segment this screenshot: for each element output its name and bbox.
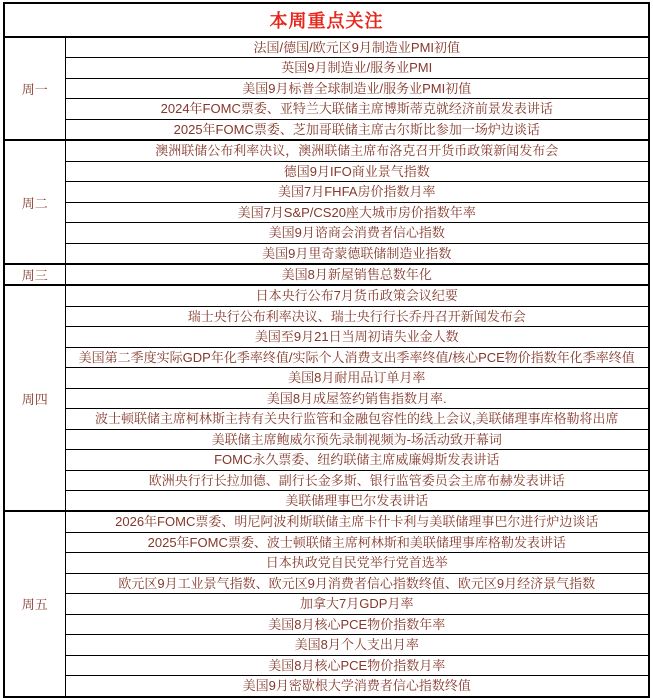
event-cell: 2025年FOMC票委、芝加哥联储主席古尔斯比参加一场炉边谈话 [65,119,649,140]
day-label-friday: 周五 [4,511,65,696]
event-row [4,264,649,285]
day-label-monday: 周一 [4,37,65,140]
event-cell: 欧洲央行行长拉加德、副行长金多斯、银行监管委员会主席布赫发表讲话 [65,470,649,490]
event-cell: 美国9月里奇蒙德联储制造业指数 [65,243,649,264]
event-row [4,594,649,614]
event-row [4,161,649,181]
event-row [4,285,649,306]
event-cell: 美国7月FHFA房价指数月率 [65,182,649,202]
event-row [4,388,649,408]
event-cell: 美国8月核心PCE物价指数年率 [65,614,649,634]
day-label-thursday: 周四 [4,285,65,511]
event-row [4,511,649,532]
event-cell: 德国9月IFO商业景气指数 [65,161,649,181]
event-row [4,553,649,573]
event-cell: 欧元区9月工业景气指数、欧元区9月消费者信心指数终值、欧元区9月经济景气指数 [65,573,649,593]
title-row [4,3,649,37]
event-row [4,676,649,697]
event-row [4,119,649,140]
weekly-focus-table [3,2,650,698]
event-row [4,99,649,119]
event-row [4,450,649,470]
event-cell: 美国至9月21日当周初请失业金人数 [65,327,649,347]
event-cell: 美联储理事巴尔发表讲话 [65,490,649,511]
event-row [4,37,649,58]
event-row [4,368,649,388]
event-row [4,347,649,367]
event-cell: 美国9月谘商会消费者信心指数 [65,223,649,243]
event-row [4,202,649,222]
event-cell: 澳洲联储公布利率决议，澳洲联储主席布洛克召开货币政策新闻发布会 [65,140,649,161]
event-cell: 2026年FOMC票委、明尼阿波利斯联储主席卡什卡利与美联储理事巴尔进行炉边谈话 [65,511,649,532]
event-cell: 法国/德国/欧元区9月制造业PMI初值 [65,37,649,58]
event-row [4,573,649,593]
event-cell: 波士顿联储主席柯林斯主持有关央行监管和金融包容性的线上会议,美联储理事库格勒将出席 [65,409,649,429]
table-body [4,37,649,697]
day-label-wednesday: 周三 [4,264,65,285]
event-row [4,243,649,264]
event-cell: 2025年FOMC票委、波士顿联储主席柯林斯和美联储理事库格勒发表讲话 [65,532,649,552]
event-cell: 2024年FOMC票委、亚特兰大联储主席博斯蒂克就经济前景发表讲话 [65,99,649,119]
event-row [4,409,649,429]
event-row [4,58,649,78]
event-row [4,429,649,449]
event-cell: 日本执政党自民党举行党首选举 [65,553,649,573]
event-cell: 瑞士央行公布利率决议、瑞士央行行长乔丹召开新闻发布会 [65,306,649,326]
event-row [4,614,649,634]
event-row [4,655,649,675]
event-row [4,182,649,202]
event-row [4,223,649,243]
event-cell: 英国9月制造业/服务业PMI [65,58,649,78]
event-row [4,532,649,552]
event-cell: 美国7月S&P/CS20座大城市房价指数年率 [65,202,649,222]
day-label-tuesday: 周二 [4,140,65,264]
event-row [4,78,649,98]
event-cell: 美国9月标普全球制造业/服务业PMI初值 [65,78,649,98]
event-cell: 美国8月成屋签约销售指数月率. [65,388,649,408]
event-cell: 日本央行公布7月货币政策会议纪要 [65,285,649,306]
event-cell: 美国8月新屋销售总数年化 [65,264,649,285]
event-cell: 美国9月密歇根大学消费者信心指数终值 [65,676,649,697]
event-cell: 加拿大7月GDP月率 [65,594,649,614]
event-row [4,490,649,511]
event-cell: FOMC永久票委、纽约联储主席威廉姆斯发表讲话 [65,450,649,470]
event-row [4,635,649,655]
page-title: 本周重点关注 [4,3,649,37]
event-cell: 美国第二季度实际GDP年化季率终值/实际个人消费支出季率终值/核心PCE物价指数年化季率终值 [65,347,649,367]
event-row [4,470,649,490]
event-cell: 美联储主席鲍威尔预先录制视频为-场活动致开幕词 [65,429,649,449]
event-cell: 美国8月核心PCE物价指数月率 [65,655,649,675]
event-row [4,306,649,326]
event-row [4,327,649,347]
event-cell: 美国8月耐用品订单月率 [65,368,649,388]
event-cell: 美国8月个人支出月率 [65,635,649,655]
event-row [4,140,649,161]
